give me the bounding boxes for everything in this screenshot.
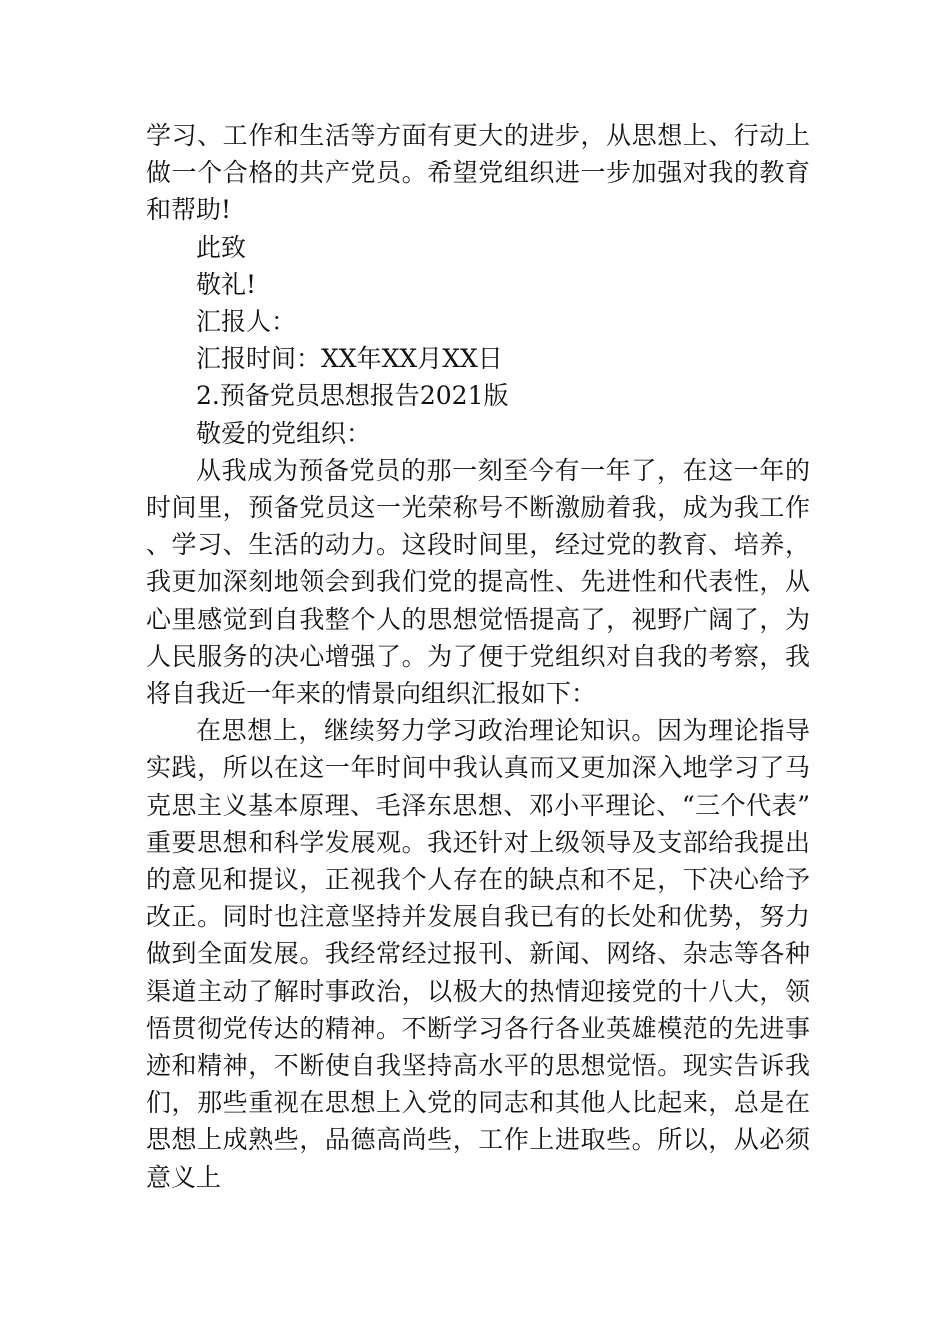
closing-salutation-cizhi: 此致 <box>196 232 247 262</box>
document-page <box>146 117 810 1196</box>
section-heading: 2.预备党员思想报告2021版 <box>196 381 509 411</box>
paragraph-continuation: 学习、工作和生活等方面有更大的进步，从思想上、行动上做一个合格的共产党员。希望党组织进一步加强对我的教育和帮助! <box>146 121 810 225</box>
reporter-label: 汇报人： <box>196 307 297 337</box>
closing-salutation-jingli: 敬礼! <box>196 269 257 299</box>
report-date: 汇报时间：XX年XX月XX日 <box>196 344 503 374</box>
paragraph-thought: 在思想上，继续努力学习政治理论知识。因为理论指导实践，所以在这一年时间中我认真而又更加深入地学习了马克思主义基本原理、毛泽东思想、邓小平理论、“三个代表”重要思想和科学发展观。我还针对上级领导及支部给我提出的意见和提议，正视我个人存在的缺点和不足，下决心给予改正。同时也注意坚持并发展自我已有的长处和优势，努力做到全面发展。我经常经过报刊、新闻、网络、杂志等各种渠道主动了解时事政治，以极大的热情迎接党的十八大，领悟贯彻党传达的精神。不断学习各行各业英雄模范的先进事迹和精神，不断使自我坚持高水平的思想觉悟。现实告诉我们，那些重视在思想上入党的同志和其他人比起来，总是在思想上成熟些，品德高尚些，工作上进取些。所以，从必须意义上 <box>146 716 810 1192</box>
paragraph-intro: 从我成为预备党员的那一刻至今有一年了，在这一年的时间里，预备党员这一光荣称号不断激励着我，成为我工作、学习、生活的动力。这段时间里，经过党的教育、培养，我更加深刻地领会到我们党的提高性、先进性和代表性，从心里感觉到自我整个人的思想觉悟提高了，视野广阔了，为人民服务的决心增强了。为了便于党组织对自我的考察，我将自我近一年来的情景向组织汇报如下： <box>146 455 810 709</box>
greeting: 敬爱的党组织： <box>196 418 372 448</box>
